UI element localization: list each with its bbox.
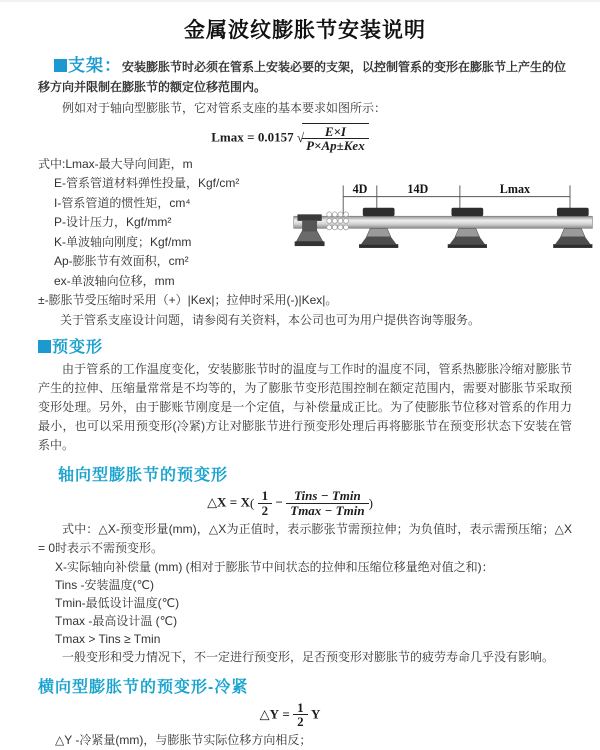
temperature-fraction <box>286 489 368 517</box>
definitions-and-diagram <box>38 155 572 292</box>
fraction-denominator: 2 <box>297 714 304 730</box>
anchor-icon <box>295 214 325 246</box>
axial-subheading: 轴向型膨胀节的预变形 <box>58 467 229 485</box>
fraction-denominator: 2 <box>261 502 269 518</box>
fraction-numerator: 1 <box>293 701 308 716</box>
axial-item: Tmax > Tins ≥ Tmin <box>55 631 161 646</box>
predeform-section-label: 预变形 <box>52 339 104 357</box>
axial-item: Tmin-最低设计温度(℃) <box>55 595 180 610</box>
dim-label-4d: 4D <box>352 181 368 196</box>
definition-line: Ap-膨胀节有效面积，cm² <box>54 254 189 269</box>
lmax-formula-fraction <box>302 123 369 153</box>
dim-label-lmax: Lmax <box>499 181 531 196</box>
lateral-formula-rhs: Y <box>310 705 321 721</box>
axial-formula-coef: X <box>240 494 250 510</box>
support-section-label: 支架： <box>68 56 122 75</box>
definition-line: ex-单波轴向位移，mm <box>54 273 175 288</box>
equals-sign: = <box>282 705 290 721</box>
predeform-body-text: 由于管系的工作温度变化，安装膨胀节时的温度与工作时的温度不同，管系热膨胀冷缩对膨胀节产生的拉伸、压缩量常常是不均等的，为了膨胀节变形范围控制在额定范围内，需要对膨胀节采取预变形处理。另外，由于膨账节刚度是一个定值，与补偿量成正比。为了使膨胀节位移对管系的作用力最小，也可以采用预变形(冷紧)方让对膨胀节进行预变形处理后再将膨胀节在预变形状态下安装在管系中。 <box>38 362 572 453</box>
plusminus-note: ±-膨胀节受压缩时采用（+）|Kex|；拉伸时采用(-)|Kex|。 <box>38 293 338 308</box>
symbol-definitions <box>38 155 290 292</box>
minus-sign: − <box>275 494 283 510</box>
section-marker-icon <box>38 340 51 353</box>
definition-line: E-管系管道材料弹性投量，Kgf/cm² <box>54 176 240 191</box>
section-marker-icon <box>54 59 67 72</box>
lateral-formula <box>38 701 542 729</box>
definition-line: I-管系管道的惯性矩，cm⁴ <box>54 195 191 210</box>
axial-item: X-实际轴向补偿量 (mm) (相对于膨胀节中间状态的拉伸和压缩位移量绝对值之和)： <box>55 559 494 574</box>
axial-item: Tins -安装温度(℃) <box>55 577 155 592</box>
equals-sign: = <box>247 128 255 144</box>
fraction-denominator: Tmax − Tmin <box>290 502 365 518</box>
definition-line: K-单波轴向刚度；Kgf/mm <box>54 234 192 249</box>
close-paren: ) <box>368 495 373 511</box>
pipe-support-diagram-svg <box>290 177 598 261</box>
lmax-formula-lhs: Lmax <box>211 128 244 144</box>
pipe-support-diagram <box>290 177 598 264</box>
axial-note-text: 一般变形和受力情况下，不一定进行预变形，足否预变形对膨胀节的疲劳寿命几乎没有影响。 <box>62 649 555 664</box>
page-title: 金属波纹膨胀节安装说明 <box>184 19 426 42</box>
consult-note: 关于管系支座设计问题，请参阅有关资料，本公司也可为用户提供咨询等服务。 <box>60 312 481 327</box>
lmax-formula <box>38 123 542 153</box>
equals-sign: = <box>229 494 238 510</box>
predeform-section-heading <box>38 338 572 358</box>
dim-label-14d: 14D <box>407 181 429 196</box>
support-example-text: 例如对于轴向型膨胀节，它对管系支座的基本要求如图所示： <box>62 101 387 115</box>
lateral-subheading: 横向型膨胀节的预变形-冷紧 <box>38 678 249 696</box>
lateral-note-text: △Y -冷紧量(mm)，与膨胀节实际位移方向相反； <box>55 732 312 747</box>
axial-formula-lhs: △X <box>207 494 227 510</box>
definition-line: P-设计压力，Kgf/mm² <box>54 215 172 230</box>
fraction-numerator: Tins − Tmin <box>286 489 368 504</box>
fraction-denominator: P×Ap±Kex <box>306 138 365 154</box>
one-half-fraction <box>258 489 273 517</box>
one-half-fraction <box>293 701 308 729</box>
lmax-formula-coef: 0.0157 <box>257 128 294 144</box>
support-intro-text: 安装膨胀节时必须在管系上安装必要的支架，以控制管系的变形在膨胀节上产生的位移方向并限制在膨胀节的额定位移范围内。 <box>38 60 567 94</box>
axial-formula <box>38 489 542 517</box>
fraction-numerator: E×I <box>302 125 369 140</box>
support-section-paragraph <box>38 56 572 97</box>
definition-line: 式中:Lmax-最大导向间距，m <box>38 156 193 171</box>
fraction-numerator: 1 <box>258 489 273 504</box>
radical-sign: √ <box>296 129 305 145</box>
lateral-formula-lhs: △Y <box>259 705 280 721</box>
open-paren: ( <box>249 495 255 511</box>
axial-explain-text: 式中：△X-预变形量(mm)，△X为正值时，表示膨张节需预拉伸；为负值时，表示需预压缩；△X = 0时表示不需预变形。 <box>38 521 572 555</box>
axial-item: Tmax -最高设计温 (℃) <box>55 613 178 628</box>
